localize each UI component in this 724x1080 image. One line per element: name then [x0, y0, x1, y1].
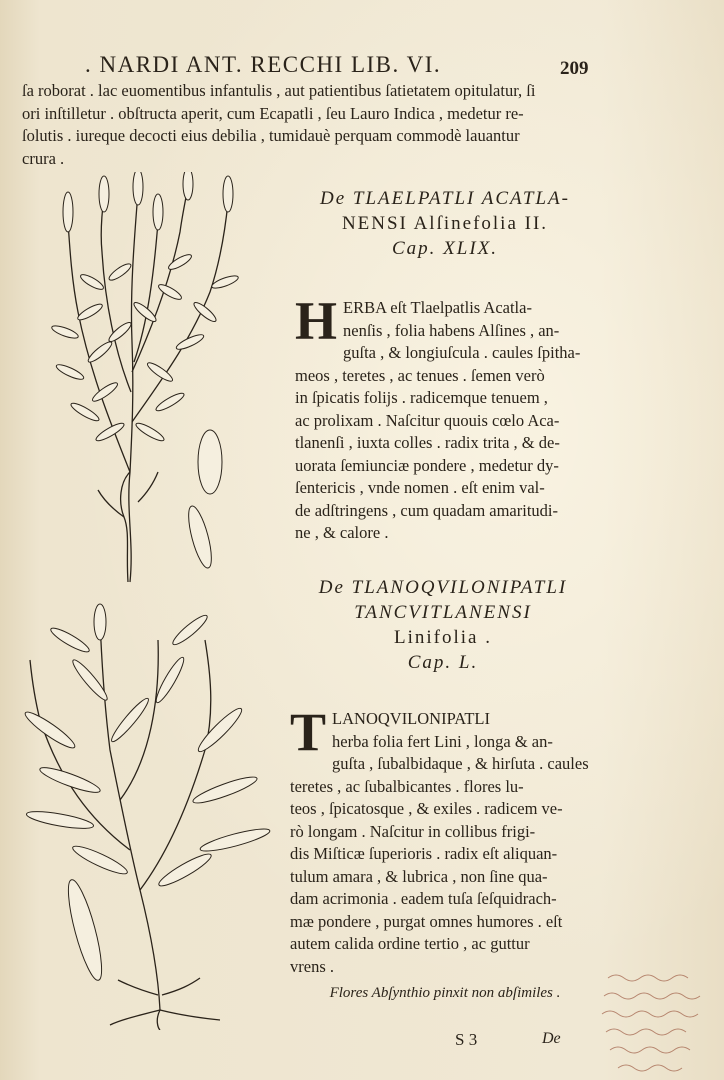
text-line: ERBA eſt Tlaelpatlis Acatla- — [343, 298, 532, 317]
heading-line: Cap. XLIX. — [391, 238, 499, 259]
manuscript-annotation — [598, 960, 724, 1080]
heading-line: Cap. L. — [407, 652, 479, 673]
chapter-xlix-paragraph — [295, 291, 595, 545]
text-line: ſentericis , vnde nomen . eſt enim val- — [295, 478, 545, 497]
text-line: tulum amara , & lubrica , non ſine qua- — [290, 866, 548, 886]
text-line: mæ pondere , purgat omnes humores . eſt — [290, 911, 563, 931]
text-line: LANOQVILONIPATLI — [332, 709, 490, 728]
text-line: dis Miſticæ ſuperioris . radix eſt aliquan- — [290, 844, 558, 863]
text-line: teretes , ac ſubalbicantes . flores lu- — [290, 776, 524, 796]
text-line: ſolutis . iureque decocti eius debilia , tumidauè perquam commodè lauantur — [22, 126, 520, 145]
chapter-heading-l — [288, 575, 598, 675]
plant-woodcut-tlanoquilonipatli — [10, 600, 280, 1030]
drop-cap: H — [295, 291, 338, 351]
heading-line: De TLAELPATLI ACATLA- — [320, 188, 570, 209]
text-line: ac prolixam . Naſcitur quouis cœlo Aca- — [295, 410, 560, 430]
text-line: uorata ſemiunciæ pondere , medetur dy- — [295, 455, 559, 475]
chapter-l-paragraph — [290, 702, 595, 978]
text-line: ori inſtilletur . obſtructa aperit, cum Ecapatli , ſeu Lauro Indica , medetur re- — [22, 103, 524, 123]
text-line: in ſpicatis folijs . radicemque tenuem , — [295, 388, 548, 407]
drop-cap: T — [290, 702, 327, 762]
page-number: 209 — [560, 58, 589, 79]
text-line: rò longam . Naſcitur in collibus frigi- — [290, 821, 536, 841]
text-line: herba folia fert Lini , longa & an- — [332, 731, 553, 751]
continued-text — [22, 80, 597, 170]
catchword: De — [542, 1030, 561, 1047]
text-line: meos , teretes , ac tenues . ſemen verò — [295, 365, 545, 385]
text-line: nenſis , folia habens Alſines , an- — [343, 320, 560, 340]
signature-mark: S 3 — [455, 1030, 478, 1049]
heading-line: De TLANOQVILONIPATLI — [318, 577, 568, 598]
text-line: dam acrimonia . eadem tuſa ſeſquidrach- — [290, 889, 557, 908]
text-line: ſa roborat . lac euomentibus infantulis , aut patientibus ſatietatem opitulatur, ſi — [22, 81, 536, 100]
plant-woodcut-tlaelpatli — [30, 172, 260, 592]
text-line: guſta , ſubalbidaque , & hirſuta . caules — [332, 754, 589, 773]
text-line: de adſtringens , cum quadam amaritudi- — [295, 500, 559, 520]
chapter-heading-xlix — [295, 186, 595, 261]
illustration-caption: Flores Abſynthio pinxit non abſimiles . — [329, 985, 561, 1001]
heading-line: Linifolia . — [394, 627, 492, 648]
heading-line: NENSI Alſinefolia II. — [341, 213, 549, 234]
text-line: guſta , & longiuſcula . caules ſpitha- — [343, 343, 581, 362]
text-line: ne , & calore . — [295, 523, 389, 542]
text-line: tlanenſi , iuxta colles . radix trita , & de- — [295, 433, 560, 452]
running-head: . NARDI ANT. RECCHI LIB. VI. — [85, 52, 442, 77]
text-line: teos , ſpicatosque , & exiles . radicem ve- — [290, 799, 563, 818]
text-line: crura . — [22, 148, 65, 168]
text-line: vrens . — [290, 956, 334, 976]
heading-line: TANCVITLANENSI — [354, 602, 532, 623]
text-line: autem calida ordine tertio , ac guttur — [290, 934, 530, 953]
